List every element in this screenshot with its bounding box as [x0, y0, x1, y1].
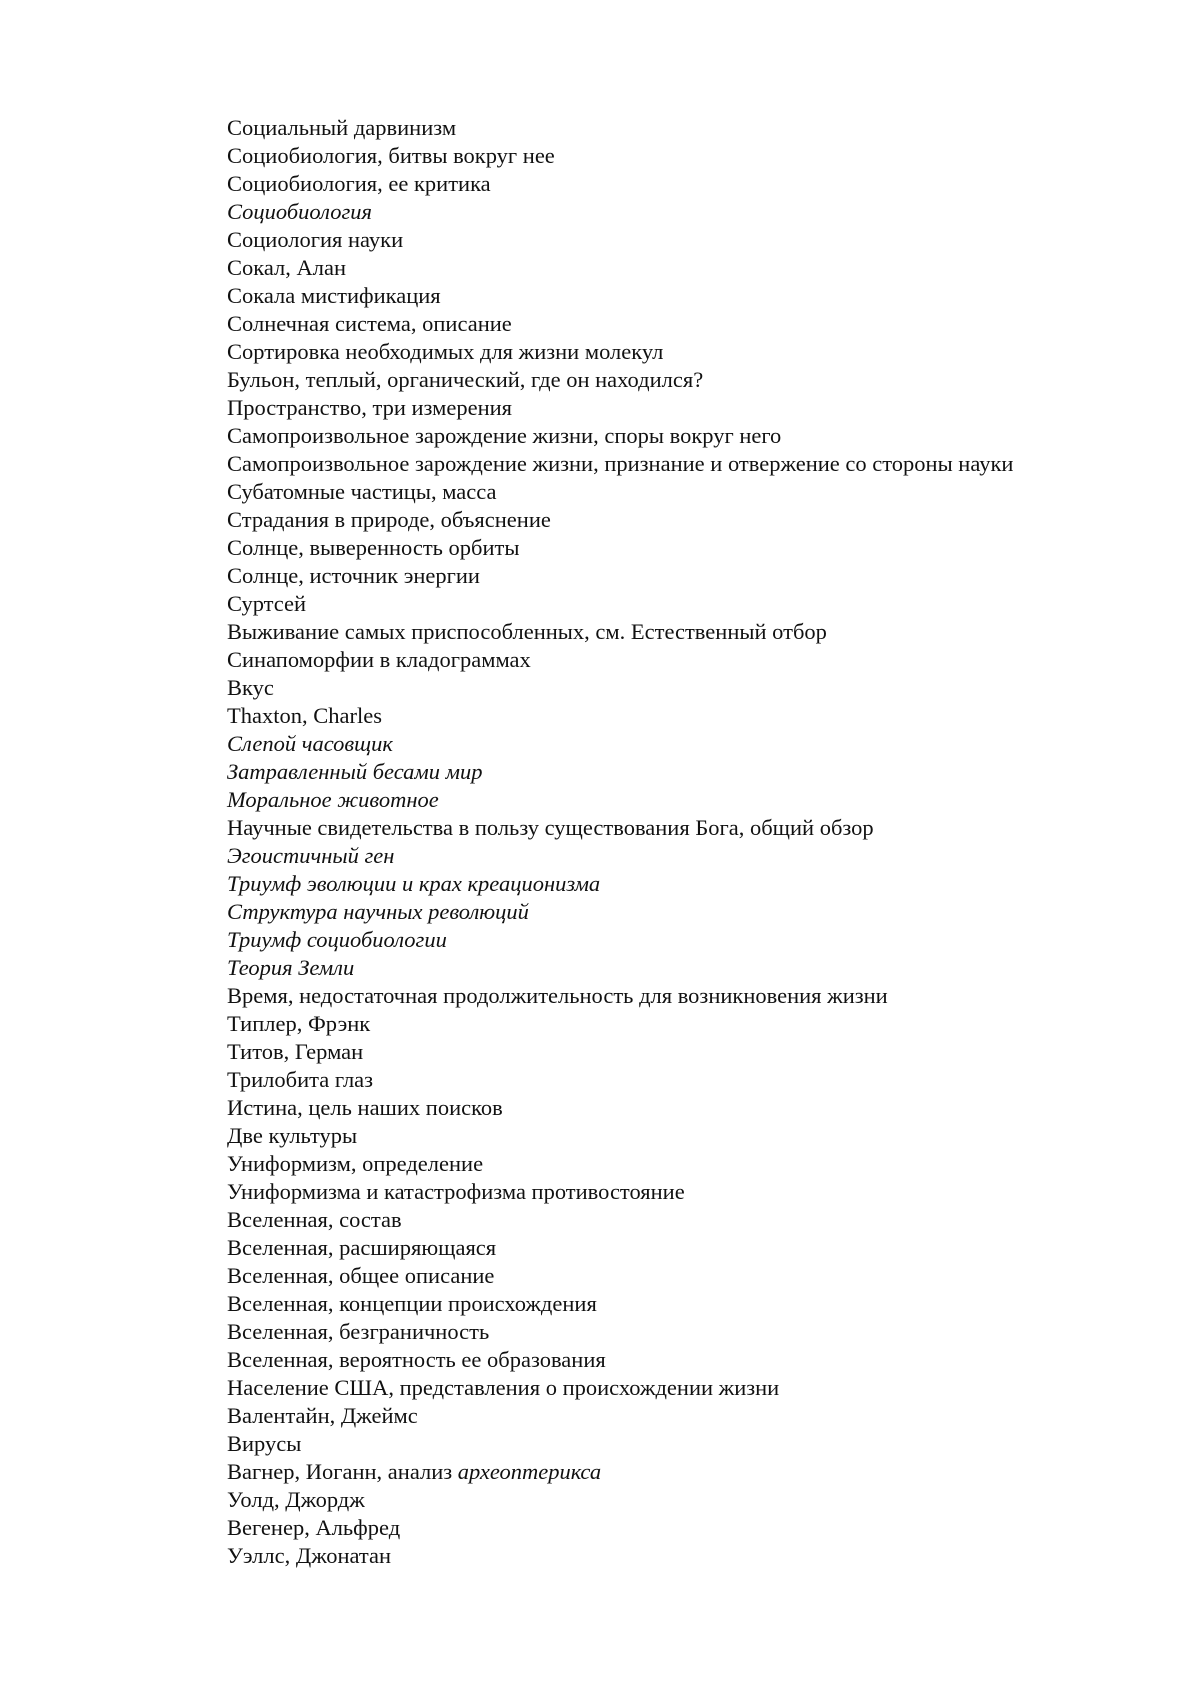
index-entry	[227, 310, 1167, 338]
index-entry-text: Трилобита глаз	[227, 1067, 374, 1092]
index-entry-text: Сокала мистификация	[227, 283, 441, 308]
index-entry-text: Вегенер, Альфред	[227, 1515, 401, 1540]
index-entry	[227, 1318, 1167, 1346]
index-entry	[227, 702, 1167, 730]
index-entry	[227, 842, 1167, 870]
index-entry	[227, 562, 1167, 590]
index-entry	[227, 982, 1167, 1010]
index-entry	[227, 1290, 1167, 1318]
index-entry-text: Истина, цель наших поисков	[227, 1095, 503, 1120]
index-entry-text: Синапоморфии в кладограммах	[227, 647, 531, 672]
index-entry	[227, 1430, 1167, 1458]
index-entry	[227, 618, 1167, 646]
index-entry-text: Пространство, три измерения	[227, 395, 512, 420]
index-entry-text: Моральное животное	[227, 787, 439, 812]
index-entry	[227, 1234, 1167, 1262]
index-entry	[227, 142, 1167, 170]
index-entry	[227, 1542, 1167, 1570]
index-entry-text: Бульон, теплый, органический, где он находился?	[227, 367, 704, 392]
index-entry-text: Валентайн, Джеймс	[227, 1403, 418, 1428]
index-entry	[227, 646, 1167, 674]
index-entry	[227, 1346, 1167, 1374]
index-entry-text: Униформизма и катастрофизма противостояние	[227, 1179, 685, 1204]
index-entry	[227, 282, 1167, 310]
index-entry	[227, 1066, 1167, 1094]
index-entry-text: Вселенная, вероятность ее образования	[227, 1347, 606, 1372]
index-entry	[227, 1374, 1167, 1402]
index-entry-text: Триумф социобиологии	[227, 927, 447, 952]
index-entry-text: Солнце, выверенность орбиты	[227, 535, 520, 560]
index-entry-text: Сокал, Алан	[227, 255, 347, 280]
index-entry	[227, 366, 1167, 394]
index-entry-text: Социология науки	[227, 227, 404, 252]
index-entry-text: Титов, Герман	[227, 1039, 364, 1064]
index-entry-text: Вагнер, Иоганн, анализ	[227, 1459, 458, 1484]
index-entry-text: Затравленный бесами мир	[227, 759, 483, 784]
index-entry	[227, 226, 1167, 254]
index-entry	[227, 1122, 1167, 1150]
index-entry-italic-text: археоптерикса	[457, 1459, 602, 1484]
index-entry	[227, 954, 1167, 982]
index-entry	[227, 674, 1167, 702]
index-entry-text: Thaxton, Charles	[227, 703, 382, 728]
index-entry	[227, 926, 1167, 954]
index-entry	[227, 1010, 1167, 1038]
index-entry	[227, 1486, 1167, 1514]
index-entry-text: Вселенная, общее описание	[227, 1263, 495, 1288]
index-entry	[227, 898, 1167, 926]
index-entry	[227, 590, 1167, 618]
index-entry-text: Теория Земли	[227, 955, 355, 980]
index-entry	[227, 1178, 1167, 1206]
index-entry-text: Вселенная, концепции происхождения	[227, 1291, 597, 1316]
index-entry	[227, 1514, 1167, 1542]
index-entry	[227, 730, 1167, 758]
index-entry-text: Страдания в природе, объяснение	[227, 507, 551, 532]
index-entry-text: Самопроизвольное зарождение жизни, споры вокруг него	[227, 423, 782, 448]
index-entry-text: Вселенная, безграничность	[227, 1319, 490, 1344]
index-entry-text: Солнечная система, описание	[227, 311, 512, 336]
index-entry-text: Типлер, Фрэнк	[227, 1011, 371, 1036]
index-entry	[227, 1458, 1167, 1486]
index-entry-text: Триумф эволюции и крах креационизма	[227, 871, 601, 896]
index-entry-text: Эгоистичный ген	[227, 843, 395, 868]
index-entry	[227, 1094, 1167, 1122]
index-entry	[227, 422, 1167, 450]
index-entry-text: Вселенная, расширяющаяся	[227, 1235, 497, 1260]
index-entry-text: Уэллс, Джонатан	[227, 1543, 392, 1568]
index-entry	[227, 450, 1167, 478]
index-entry	[227, 506, 1167, 534]
index-entry	[227, 814, 1167, 842]
index-entry-text: Вирусы	[227, 1431, 302, 1456]
index-entry-text: Вселенная, состав	[227, 1207, 402, 1232]
index-entry-list	[227, 114, 1167, 1570]
index-entry	[227, 254, 1167, 282]
index-entry-text: Две культуры	[227, 1123, 358, 1148]
index-entry-text: Структура научных революций	[227, 899, 529, 924]
index-entry-text: Население США, представления о происхождении жизни	[227, 1375, 780, 1400]
index-entry-text: Уолд, Джордж	[227, 1487, 365, 1512]
index-entry	[227, 114, 1167, 142]
index-entry-text: Сортировка необходимых для жизни молекул	[227, 339, 664, 364]
index-entry-text: Субатомные частицы, масса	[227, 479, 497, 504]
index-entry	[227, 394, 1167, 422]
index-entry	[227, 870, 1167, 898]
index-entry	[227, 786, 1167, 814]
index-entry-text: Вкус	[227, 675, 274, 700]
index-entry	[227, 534, 1167, 562]
index-entry-text: Солнце, источник энергии	[227, 563, 480, 588]
index-entry-text: Униформизм, определение	[227, 1151, 484, 1176]
index-entry-text: Выживание самых приспособленных, см. Естественный отбор	[227, 619, 827, 644]
index-entry-text: Социобиология	[227, 199, 372, 224]
index-entry-text: Слепой часовщик	[227, 731, 393, 756]
index-entry-text: Научные свидетельства в пользу существования Бога, общий обзор	[227, 815, 874, 840]
index-entry	[227, 758, 1167, 786]
index-entry	[227, 1206, 1167, 1234]
index-entry	[227, 1262, 1167, 1290]
index-entry-text: Самопроизвольное зарождение жизни, признание и отвержение со стороны науки	[227, 451, 1014, 476]
index-entry-text: Время, недостаточная продолжительность для возникновения жизни	[227, 983, 888, 1008]
index-entry	[227, 198, 1167, 226]
index-entry-text: Социальный дарвинизм	[227, 115, 457, 140]
index-entry	[227, 170, 1167, 198]
index-entry-text: Суртсей	[227, 591, 307, 616]
index-entry	[227, 338, 1167, 366]
index-entry	[227, 1038, 1167, 1066]
index-entry-text: Социобиология, битвы вокруг нее	[227, 143, 555, 168]
index-entry	[227, 1150, 1167, 1178]
index-entry-text: Социобиология, ее критика	[227, 171, 491, 196]
index-entry	[227, 1402, 1167, 1430]
index-entry	[227, 478, 1167, 506]
